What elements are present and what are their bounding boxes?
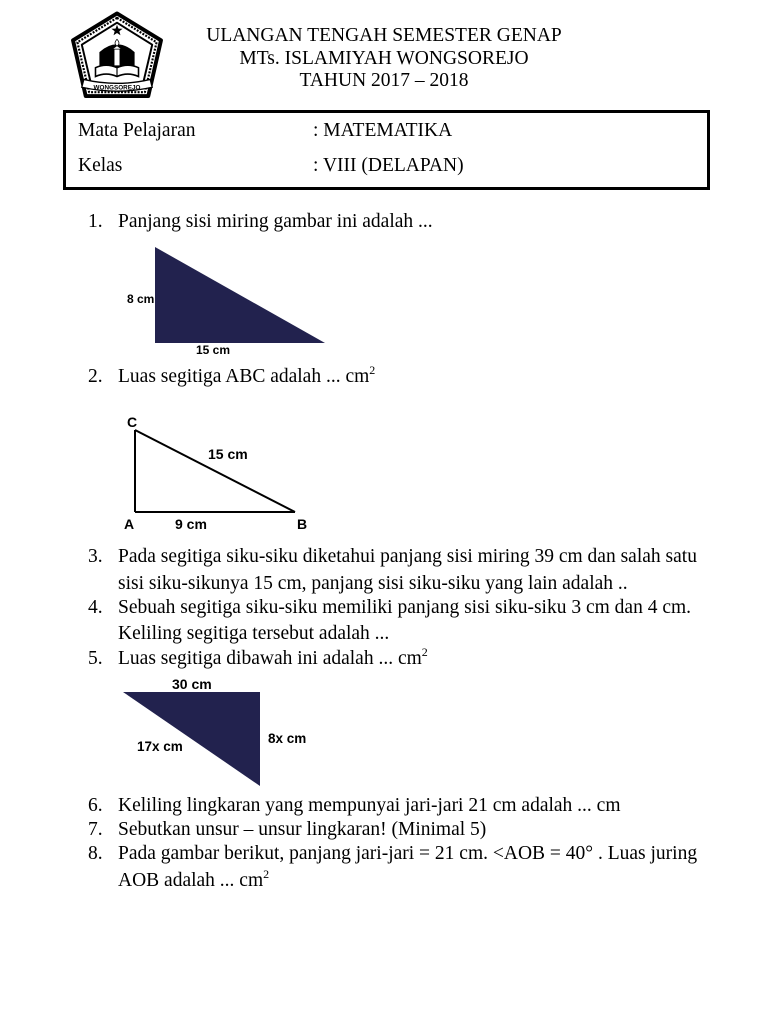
question-6-text: Keliling lingkaran yang mempunyai jari-jari 21 cm adalah ... cm <box>118 795 621 816</box>
question-5-text <box>118 645 428 670</box>
school-name: MTs. ISLAMIYAH WONGSOREJO <box>239 48 529 69</box>
side-cb <box>135 430 295 512</box>
question-5-line: Luas segitiga dibawah ini adalah ... cm <box>118 648 422 669</box>
subject-label: Mata Pelajaran <box>78 120 196 141</box>
question-number: 8. <box>88 843 103 864</box>
figure-3-right-triangle <box>120 672 315 790</box>
question-7-text: Sebutkan unsur – unsur lingkaran! (Minimal 5) <box>118 819 487 840</box>
academic-year: TAHUN 2017 – 2018 <box>299 70 469 91</box>
exam-title: ULANGAN TENGAH SEMESTER GENAP <box>206 25 562 46</box>
height-label: 8 cm <box>127 292 155 306</box>
figure-2-triangle-abc <box>115 412 325 534</box>
question-2-text <box>118 363 376 388</box>
class-value: : VIII (DELAPAN) <box>313 155 464 176</box>
question-number: 3. <box>88 546 103 567</box>
filled-right-triangle <box>155 247 325 343</box>
exponent: 2 <box>369 363 376 377</box>
question-number: 4. <box>88 597 103 618</box>
exam-info-box <box>63 110 710 190</box>
class-label: Kelas <box>78 155 123 176</box>
vertical-side-label: 8x cm <box>268 731 307 746</box>
exponent: 2 <box>263 867 270 881</box>
question-8-line-1: Pada gambar berikut, panjang jari-jari = 21 cm. <AOB = 40° . Luas juring <box>118 843 698 864</box>
base-label: 9 cm <box>175 516 207 532</box>
question-1-text: Panjang sisi miring gambar ini adalah ... <box>118 211 433 232</box>
question-3-line-2: sisi siku-sikunya 15 cm, panjang sisi siku-siku yang lain adalah .. <box>118 573 628 594</box>
question-8-line-2 <box>118 867 270 892</box>
question-8-line-2-text: AOB adalah ... cm <box>118 870 264 891</box>
hypotenuse-label: 17x cm <box>137 739 183 754</box>
subject-value: : MATEMATIKA <box>313 120 453 141</box>
vertex-b-label: B <box>297 516 308 532</box>
question-4-line-2: Keliling segitiga tersebut adalah ... <box>118 623 390 644</box>
vertex-a-label: A <box>124 516 135 532</box>
question-3-line-1: Pada segitiga siku-siku diketahui panjang sisi miring 39 cm dan salah satu <box>118 546 697 567</box>
question-number: 2. <box>88 366 103 387</box>
exponent: 2 <box>421 645 428 659</box>
question-number: 6. <box>88 795 103 816</box>
logo-lettering: WONGSOREJO <box>93 84 141 92</box>
question-2-line: Luas segitiga ABC adalah ... cm <box>118 366 370 387</box>
question-number: 1. <box>88 211 103 232</box>
vertex-c-label: C <box>127 414 138 430</box>
question-number: 7. <box>88 819 103 840</box>
question-number: 5. <box>88 648 103 669</box>
top-side-label: 30 cm <box>172 676 212 692</box>
figure-2-canvas <box>115 412 325 534</box>
base-label: 15 cm <box>196 343 231 357</box>
figure-1-right-triangle <box>120 240 335 360</box>
hypotenuse-label: 15 cm <box>208 446 248 462</box>
question-4-line-1: Sebuah segitiga siku-siku memiliki panjang sisi siku-siku 3 cm dan 4 cm. <box>118 597 692 618</box>
